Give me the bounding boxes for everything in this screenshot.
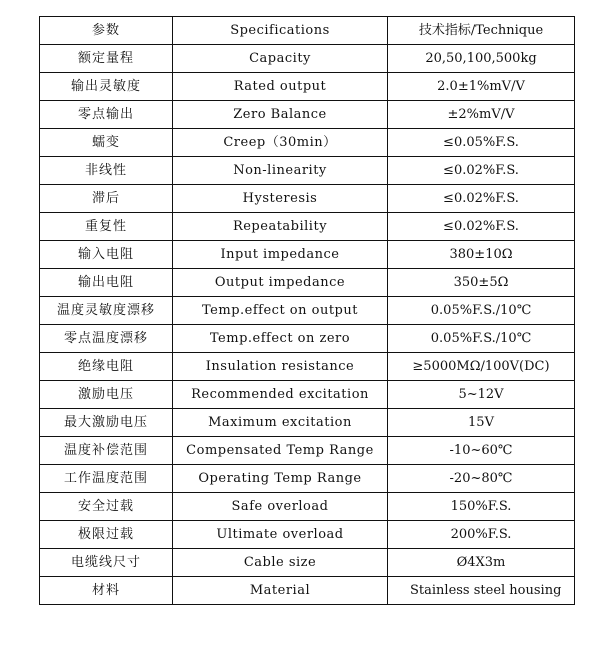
value-cell: 20,50,100,500kg: [388, 45, 575, 73]
value-cell: 15V: [388, 409, 575, 437]
value-cell: Stainless steel housing: [388, 577, 575, 605]
param-cell: 输入电阻: [40, 241, 173, 269]
table-row: [40, 577, 575, 605]
value-cell: ±2%mV/V: [388, 101, 575, 129]
spec-cell: Output impedance: [173, 269, 388, 297]
value-cell: 380±10Ω: [388, 241, 575, 269]
table-row: [40, 73, 575, 101]
table-row: [40, 269, 575, 297]
param-cell: 温度灵敏度漂移: [40, 297, 173, 325]
param-cell: 输出灵敏度: [40, 73, 173, 101]
table-row: [40, 213, 575, 241]
spec-cell: Temp.effect on zero: [173, 325, 388, 353]
spec-cell: Ultimate overload: [173, 521, 388, 549]
param-cell: 极限过载: [40, 521, 173, 549]
specification-table: [39, 16, 575, 605]
spec-cell: Material: [173, 577, 388, 605]
param-cell: 重复性: [40, 213, 173, 241]
header-value: 技术指标/Technique: [388, 17, 575, 45]
value-cell: -20~80℃: [388, 465, 575, 493]
spec-cell: Safe overload: [173, 493, 388, 521]
spec-cell: Input impedance: [173, 241, 388, 269]
spec-cell: Cable size: [173, 549, 388, 577]
param-cell: 电缆线尺寸: [40, 549, 173, 577]
param-cell: 最大激励电压: [40, 409, 173, 437]
value-cell: -10~60℃: [388, 437, 575, 465]
table-row: [40, 129, 575, 157]
spec-cell: Compensated Temp Range: [173, 437, 388, 465]
param-cell: 输出电阻: [40, 269, 173, 297]
value-cell: 0.05%F.S./10℃: [388, 325, 575, 353]
header-param: 参数: [40, 17, 173, 45]
table-row: [40, 45, 575, 73]
value-cell: ≥5000MΩ/100V(DC): [388, 353, 575, 381]
table-row: [40, 409, 575, 437]
spec-cell: Maximum excitation: [173, 409, 388, 437]
table-row: [40, 381, 575, 409]
table-row: [40, 353, 575, 381]
value-cell: ≤0.02%F.S.: [388, 213, 575, 241]
param-cell: 零点温度漂移: [40, 325, 173, 353]
table-row: [40, 185, 575, 213]
spec-cell: Hysteresis: [173, 185, 388, 213]
value-cell: 200%F.S.: [388, 521, 575, 549]
table-row: [40, 521, 575, 549]
table-row: [40, 549, 575, 577]
value-cell: 2.0±1%mV/V: [388, 73, 575, 101]
spec-cell: Recommended excitation: [173, 381, 388, 409]
table-row: [40, 101, 575, 129]
table-header-row: [40, 17, 575, 45]
value-cell: ≤0.05%F.S.: [388, 129, 575, 157]
value-cell: 150%F.S.: [388, 493, 575, 521]
table-row: [40, 493, 575, 521]
spec-cell: Temp.effect on output: [173, 297, 388, 325]
param-cell: 材料: [40, 577, 173, 605]
spec-cell: Insulation resistance: [173, 353, 388, 381]
spec-cell: Operating Temp Range: [173, 465, 388, 493]
spec-cell: Creep（30min）: [173, 129, 388, 157]
table-row: [40, 157, 575, 185]
table-row: [40, 241, 575, 269]
param-cell: 绝缘电阻: [40, 353, 173, 381]
param-cell: 零点输出: [40, 101, 173, 129]
param-cell: 工作温度范围: [40, 465, 173, 493]
table-row: [40, 297, 575, 325]
param-cell: 滞后: [40, 185, 173, 213]
param-cell: 非线性: [40, 157, 173, 185]
value-cell: 5~12V: [388, 381, 575, 409]
table-row: [40, 437, 575, 465]
header-spec: Specifications: [173, 17, 388, 45]
table-row: [40, 325, 575, 353]
value-cell: 0.05%F.S./10℃: [388, 297, 575, 325]
value-cell: ≤0.02%F.S.: [388, 157, 575, 185]
table-row: [40, 465, 575, 493]
spec-cell: Non-linearity: [173, 157, 388, 185]
param-cell: 激励电压: [40, 381, 173, 409]
param-cell: 温度补偿范围: [40, 437, 173, 465]
spec-cell: Zero Balance: [173, 101, 388, 129]
spec-cell: Capacity: [173, 45, 388, 73]
value-cell: Ø4X3m: [388, 549, 575, 577]
value-cell: ≤0.02%F.S.: [388, 185, 575, 213]
param-cell: 安全过载: [40, 493, 173, 521]
param-cell: 额定量程: [40, 45, 173, 73]
value-cell: 350±5Ω: [388, 269, 575, 297]
spec-cell: Rated output: [173, 73, 388, 101]
spec-cell: Repeatability: [173, 213, 388, 241]
param-cell: 蠕变: [40, 129, 173, 157]
